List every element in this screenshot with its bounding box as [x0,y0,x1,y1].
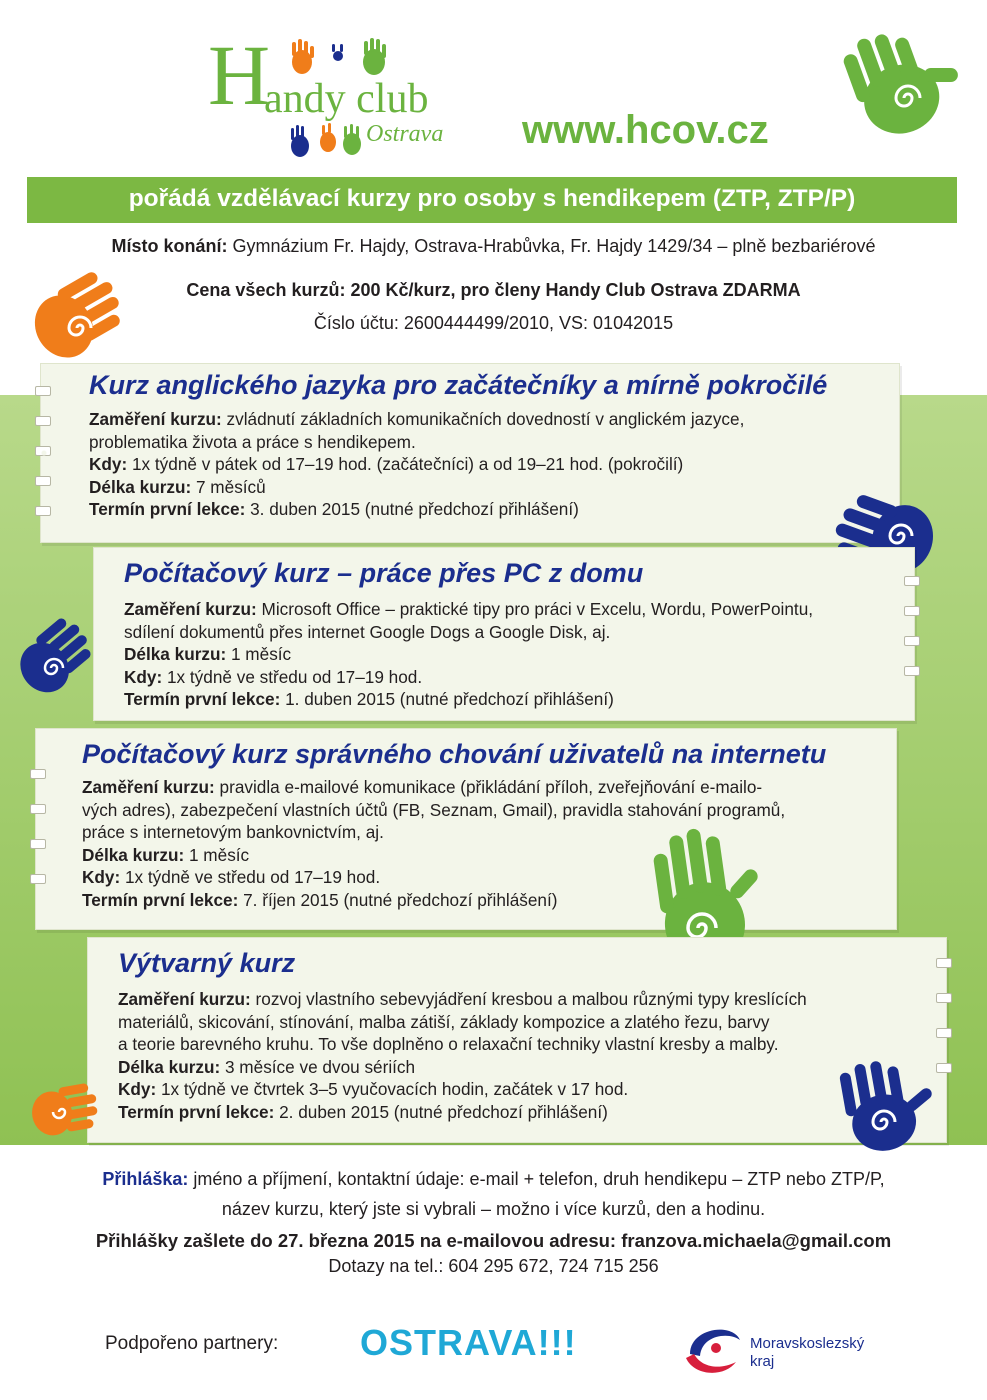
course-details [89,408,744,521]
when-value: 1x týdně ve čtvrtek 3–5 vyučovacích hodin, začátek v 17 hod. [156,1079,629,1099]
logo-city: Ostrava [366,121,444,147]
first-lesson-value: 3. duben 2015 (nutné předchozí přihlášení) [245,499,579,519]
length-value: 7 měsíců [191,476,266,497]
when-label: Kdy: [82,867,121,887]
first-lesson-value: 1. duben 2015 (nutné předchozí přihlášení) [280,689,614,709]
orange-hand-bottom-icon [10,1072,110,1152]
application-label: Přihláška: [102,1169,189,1189]
course-card-pc-home [93,547,915,721]
orange-hand-icon [10,268,130,378]
focus-text: Microsoft Office – praktické tipy pro práci v Excelu, Wordu, PowerPointu, [256,599,814,619]
course-title: Počítačový kurz správného chování uživatelů na internetu [82,739,827,769]
course-title: Kurz anglického jazyka pro začátečníky a mírně pokročilé [89,370,828,400]
when-value: 1x týdně v pátek od 17–19 hod. (začátečníci) a od 19–21 hod. (pokročilí) [127,454,684,474]
course-card-art [87,937,947,1143]
region-logo-icon [680,1318,746,1378]
when-value: 1x týdně ve středu od 17–19 hod. [120,867,381,887]
first-lesson-label: Termín první lekce: [124,689,281,709]
when-value: 1x týdně ve středu od 17–19 hod. [162,666,423,687]
blue-hand-bottom-icon [822,1060,952,1160]
focus-text: vých adres), zabezpečení vlastních účtů (FB, Seznam, Gmail), pravidla stahování programů, [82,799,786,820]
banner [27,177,957,223]
length-value: 3 měsíce ve dvou sériích [220,1056,416,1077]
partners-label: Podpořeno partnery: [105,1333,279,1354]
course-details [124,598,813,711]
banner-text: pořádá vzdělávací kurzy pro osoby s hendikepem (ZTP, ZTP/P) [128,185,856,212]
course-title: Výtvarný kurz [118,948,296,978]
application-deadline: Přihlášky zašlete do 27. března 2015 na e-mailovou adresu: franzova.michaela@gmail.com [95,1230,892,1251]
application-line2: název kurzu, který jste si vybrali – možno i více kurzů, den a hodinu. [221,1199,766,1219]
length-label: Délka kurzu: [89,476,192,497]
first-lesson-label: Termín první lekce: [118,1101,275,1122]
green-hand-icon [838,28,968,146]
first-lesson-label: Termín první lekce: [89,499,246,519]
region-name-line2: kraj [750,1353,775,1370]
course-details [118,988,807,1123]
blue-hand-left-icon [0,618,100,708]
application-line1: jméno a příjmení, kontaktní údaje: e-mail + telefon, druh hendikepu – ZTP nebo ZTP/P, [188,1169,885,1189]
length-value: 1 měsíc [226,644,292,664]
length-value: 1 měsíc [184,844,250,865]
length-label: Délka kurzu: [82,844,185,865]
focus-label: Zaměření kurzu: [89,409,222,429]
ostrava-logo: OSTRAVA!!! [360,1322,577,1363]
length-label: Délka kurzu: [124,644,227,664]
logo-hands-bottom-icon [288,122,368,162]
focus-text: pravidla e-mailové komunikace (přikládání příloh, zveřejňování e-mailo- [214,777,763,797]
when-label: Kdy: [118,1079,157,1099]
region-name-line1: Moravskoslezský [750,1335,865,1352]
course-title: Počítačový kurz – práce přes PC z domu [124,558,644,588]
logo-hands-icon [288,38,398,80]
course-card-english [40,363,900,543]
focus-label: Zaměření kurzu: [124,599,257,619]
venue-text: Gymnázium Fr. Hajdy, Ostrava-Hrabůvka, Fr. Hajdy 1429/34 – plně bezbariérové [227,236,876,256]
website-url[interactable]: www.hcov.cz [522,108,769,152]
focus-text: materiálů, skicování, stínování, malba zátiší, základy kompozice a zlatého řezu, barvy [118,1011,770,1032]
first-lesson-label: Termín první lekce: [82,889,239,910]
focus-text: problematika života a práce s hendikepem. [89,431,416,452]
first-lesson-value: 7. říjen 2015 (nutné předchozí přihlášení) [238,889,558,910]
focus-text: zvládnutí základních komunikačních dovedností v anglickém jazyce, [221,409,745,429]
first-lesson-value: 2. duben 2015 (nutné předchozí přihlášení) [274,1101,608,1122]
logo [208,27,468,163]
focus-text: a teorie barevného kruhu. To vše doplněno o relaxační techniky vlastní kresby a malby. [118,1034,779,1054]
length-label: Délka kurzu: [118,1056,221,1077]
focus-text: rozvoj vlastního sebevyjádření kresbou a malbou různými typy kreslících [250,989,807,1009]
venue [0,236,987,257]
when-label: Kdy: [89,454,128,474]
logo-letter-h: H [208,27,271,123]
when-label: Kdy: [124,666,163,687]
focus-text: sdílení dokumentů přes internet Google Dogs a Google Disk, aj. [124,621,611,642]
application-info [0,1166,987,1222]
account: Číslo účtu: 2600444499/2010, VS: 01042015 [313,313,674,333]
logo-name: andy club [264,76,429,122]
focus-label: Zaměření kurzu: [82,777,215,797]
price: Cena všech kurzů: 200 Kč/kurz, pro členy Handy Club Ostrava ZDARMA [186,280,801,300]
focus-text: práce s internetovým bankovnictvím, aj. [82,822,384,842]
venue-label: Místo konání: [111,236,228,256]
focus-label: Zaměření kurzu: [118,989,251,1009]
contact-phone: Dotazy na tel.: 604 295 672, 724 715 256 [328,1256,659,1276]
